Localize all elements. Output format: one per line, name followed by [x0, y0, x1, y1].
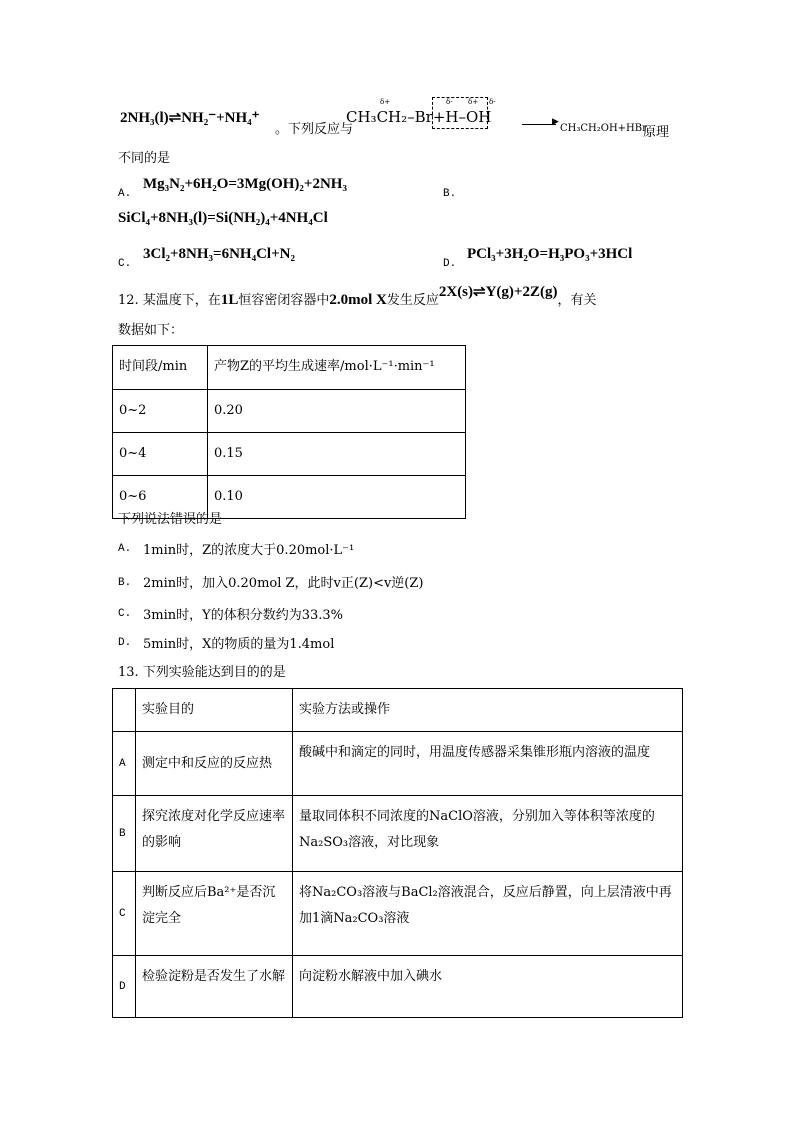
option-label: C. [118, 608, 132, 620]
experiment-table [112, 688, 683, 1018]
table-row [113, 732, 683, 796]
q12-text: 发生反应 [386, 293, 439, 308]
table-header: 实验目的 [136, 689, 293, 732]
q11-stem-formula: 2NH₃(l)⇌NH₂⁻+NH₄⁺ [120, 110, 260, 126]
table-cell: 0~2 [113, 390, 208, 433]
table-cell: 测定中和反应的反应热 [136, 732, 293, 796]
table-cell: 0.15 [208, 433, 466, 476]
option-label: D. [443, 258, 457, 270]
table-header: 产物Z的平均生成速率/mol·L⁻¹·min⁻¹ [208, 346, 466, 390]
reaction-arrow [522, 124, 556, 125]
option-b-formula: SiCl₄+8NH₃(l)=Si(NH₂)₄+4NH₄Cl [118, 210, 328, 226]
q12-formula: 2.0mol X [329, 292, 387, 308]
option-label: C. [118, 258, 132, 270]
option-d-formula: PCl₃+3H₂O=H₃PO₃+3HCl [467, 246, 633, 262]
table-cell: 0~4 [113, 433, 208, 476]
row-label: A [113, 732, 136, 796]
table-cell: 量取同体积不同浓度的NaClO溶液，分别加入等体积等浓度的Na₂SO₃溶液，对比现象 [293, 796, 683, 872]
option-a-formula: Mg₃N₂+6H₂O=3Mg(OH)₂+2NH₃ [143, 176, 347, 192]
table-row [113, 872, 683, 956]
table-cell: 0.20 [208, 390, 466, 433]
q12-text: ，有关 [557, 293, 597, 308]
delta: δ- [446, 98, 453, 106]
q12-text: 数据如下： [118, 323, 184, 338]
table-cell: 0.10 [208, 476, 466, 519]
table-cell: 酸碱中和滴定的同时，用温度传感器采集锥形瓶内溶液的温度 [293, 732, 683, 796]
q12-text: 12. 某温度下，在 [118, 293, 221, 308]
rate-table [112, 345, 466, 519]
option-label: B. [118, 577, 132, 589]
q12-option-d: 5min时，X的物质的量为1.4mol [143, 637, 335, 652]
arrowhead-icon: ▶ [552, 117, 559, 127]
table-row [113, 796, 683, 872]
q11-dashed-box [432, 97, 488, 129]
q12-question: 下列说法错误的是 [118, 512, 223, 527]
q12-option-c: 3min时，Y的体积分数约为33.3% [143, 608, 344, 623]
table-row [113, 433, 466, 476]
row-label: D [113, 956, 136, 1018]
option-label: A. [118, 543, 132, 555]
row-label: C [113, 872, 136, 956]
table-cell: 检验淀粉是否发生了水解 [136, 956, 293, 1018]
q11-stem-text: 。下列反应与 [275, 122, 354, 137]
q11-product: CH₃CH₂OH+HBr [560, 123, 647, 134]
q12-option-a: 1min时，Z的浓度大于0.20mol·L⁻¹ [143, 543, 355, 558]
q11-structure: CH₃CH₂–Br+H–OH [346, 108, 492, 126]
q12-stem [118, 284, 597, 311]
table-header: 实验方法或操作 [293, 689, 683, 732]
table-cell: 探究浓度对化学反应速率的影响 [136, 796, 293, 872]
table-cell: 将Na₂CO₃溶液与BaCl₂溶液混合，反应后静置，向上层清液中再加1滴Na₂CO₃溶液 [293, 872, 683, 956]
option-c-formula: 3Cl₂+8NH₃=6NH₄Cl+N₂ [143, 246, 295, 262]
table-cell: 判断反应后Ba²⁺是否沉淀完全 [136, 872, 293, 956]
option-label: A. [118, 188, 132, 200]
table-cell: 向淀粉水解液中加入碘水 [293, 956, 683, 1018]
q12-formula: 1L [220, 292, 239, 308]
option-label: B. [443, 188, 457, 200]
q13-title: 13. 下列实验能达到目的的是 [118, 665, 286, 680]
table-cell: 0~6 [113, 476, 208, 519]
delta: δ- [489, 98, 496, 106]
option-label: D. [118, 637, 132, 649]
row-label: B [113, 796, 136, 872]
q12-equation: 2X(s)⇌Y(g)+2Z(g) [438, 284, 558, 300]
q11-stem-text: 原理 [643, 125, 670, 140]
table-row [113, 390, 466, 433]
q11-stem-text: 不同的是 [118, 151, 171, 166]
table-row [113, 956, 683, 1018]
table-header [113, 689, 136, 732]
table-header: 时间段/min [113, 346, 208, 390]
q12-text: 恒容密闭容器中 [238, 293, 330, 308]
delta: δ+ [468, 98, 479, 106]
q12-option-b: 2min时，加入0.20mol Z，此时v正(Z)<v逆(Z) [143, 576, 424, 591]
delta: δ+ [380, 98, 391, 106]
